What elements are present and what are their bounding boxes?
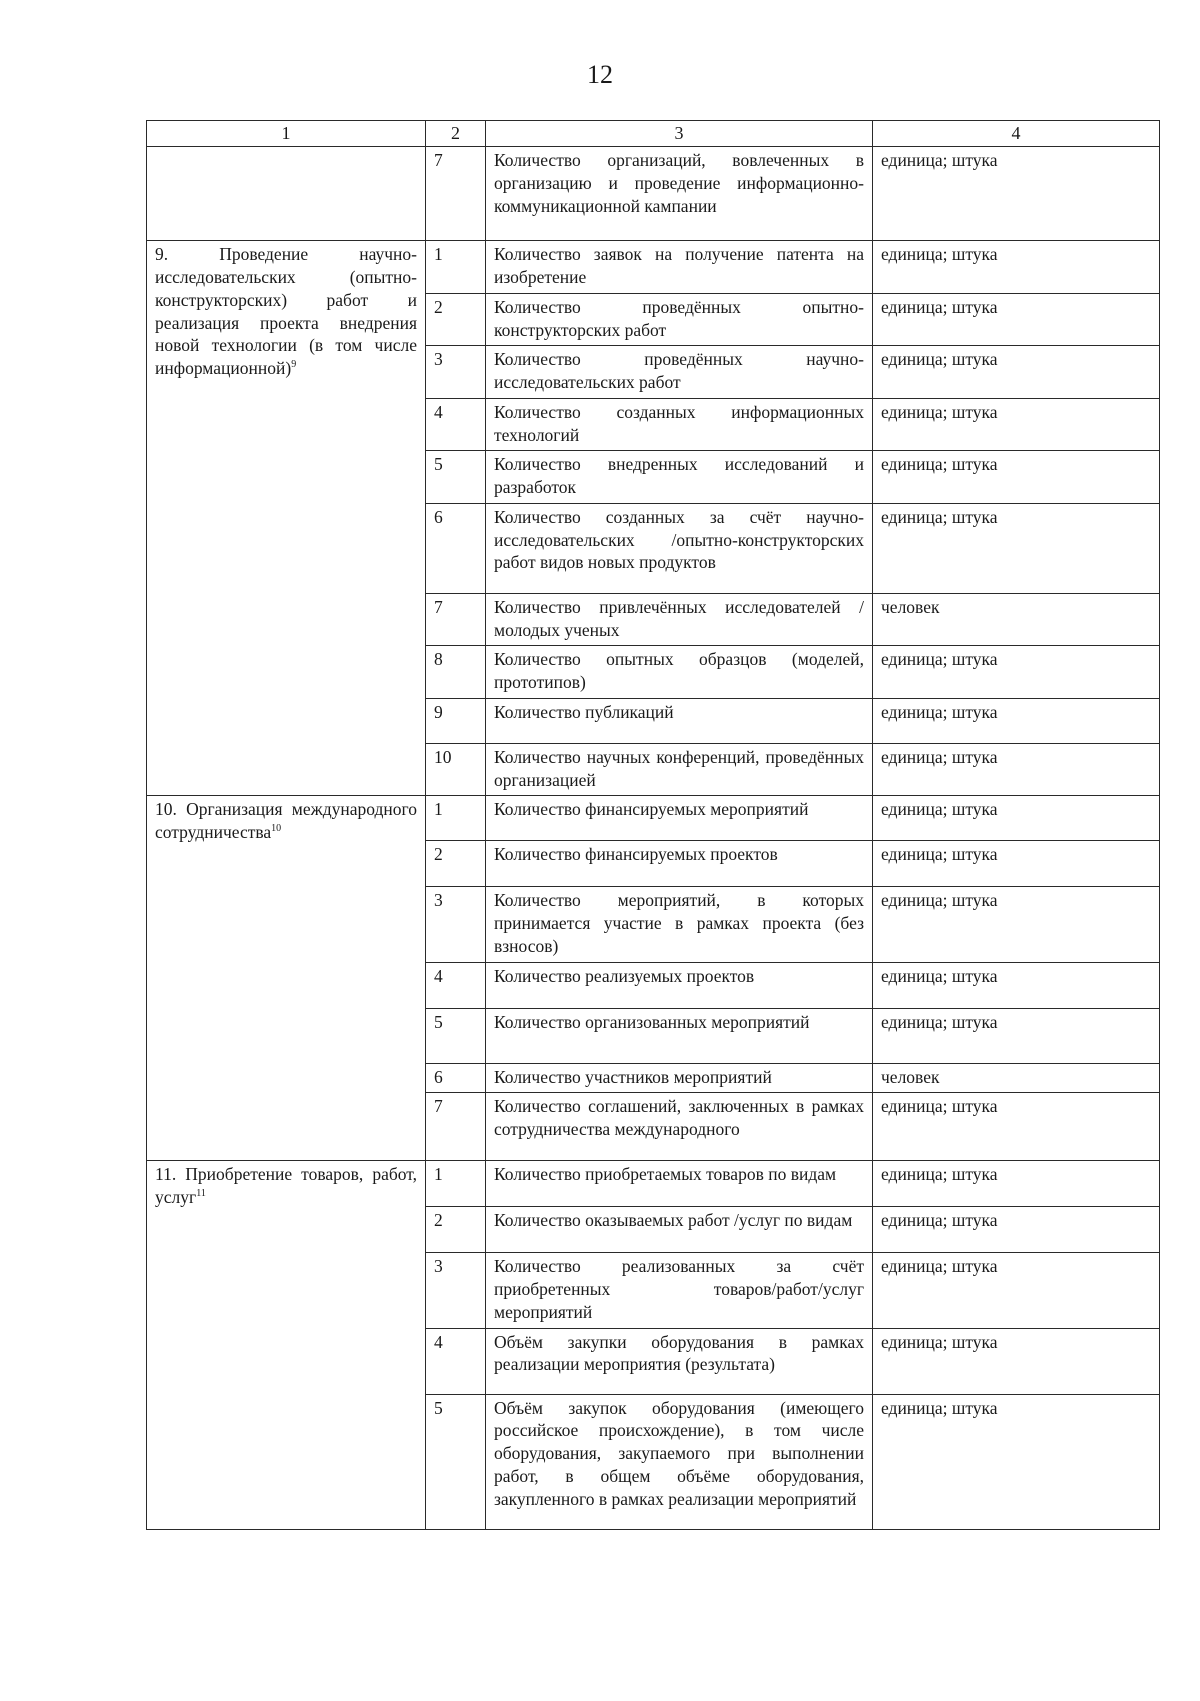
unit-of-measure: единица; штука: [873, 1253, 1160, 1328]
row-number: 7: [426, 1093, 486, 1161]
unit-of-measure: единица; штука: [873, 398, 1160, 451]
indicator-name: Количество участников мероприятий: [486, 1063, 873, 1093]
row-number: 3: [426, 887, 486, 962]
indicators-table: [146, 120, 1160, 1530]
unit-of-measure: единица; штука: [873, 962, 1160, 1008]
unit-of-measure: единица; штука: [873, 293, 1160, 346]
group-title-cell: [147, 796, 426, 1161]
page-number: 12: [587, 60, 613, 89]
table-row: [147, 796, 1160, 841]
table-row: [147, 241, 1160, 294]
unit-of-measure: единица; штука: [873, 1207, 1160, 1253]
unit-of-measure: единица; штука: [873, 646, 1160, 699]
indicator-name: Количество реализуемых проектов: [486, 962, 873, 1008]
indicator-name: Количество финансируемых проектов: [486, 841, 873, 887]
column-header-2: 2: [426, 121, 486, 147]
footnote-marker: 11: [196, 1188, 206, 1200]
indicator-name: Количество организаций, вовлеченных в организацию и проведение информационно-коммуникационной кампании: [486, 147, 873, 241]
indicator-name: Количество научных конференций, проведённых организацией: [486, 743, 873, 796]
unit-of-measure: единица; штука: [873, 147, 1160, 241]
row-number: 5: [426, 1394, 486, 1529]
row-number: 5: [426, 451, 486, 504]
unit-of-measure: единица; штука: [873, 451, 1160, 504]
row-number: 2: [426, 841, 486, 887]
row-number: 9: [426, 698, 486, 743]
row-number: 5: [426, 1008, 486, 1063]
table-row: [147, 1161, 1160, 1207]
footnote-marker: 9: [291, 359, 297, 371]
unit-of-measure: единица; штука: [873, 887, 1160, 962]
footnote-marker: 10: [271, 823, 282, 835]
indicator-name: Количество привлечённых исследователей / молодых ученых: [486, 593, 873, 646]
unit-of-measure: единица; штука: [873, 743, 1160, 796]
row-number: 1: [426, 796, 486, 841]
row-number: 7: [426, 147, 486, 241]
indicator-name: Количество созданных за счёт научно-исследовательских /опытно-конструкторских работ видов новых продуктов: [486, 503, 873, 593]
unit-of-measure: единица; штука: [873, 241, 1160, 294]
indicator-name: Количество проведённых опытно-конструкторских работ: [486, 293, 873, 346]
group-title: 9. Проведение научно-исследовательских (опытно-конструкторских) работ и реализация проекта внедрения новой технологии (в том числе информационной): [155, 244, 417, 379]
indicator-name: Количество финансируемых мероприятий: [486, 796, 873, 841]
unit-of-measure: единица; штука: [873, 1328, 1160, 1394]
indicator-name: Количество публикаций: [486, 698, 873, 743]
indicator-name: Количество мероприятий, в которых принимается участие в рамках проекта (без взносов): [486, 887, 873, 962]
group-title: 10. Организация международного сотрудничества: [155, 799, 417, 843]
table-row: [147, 147, 1160, 241]
row-number: 6: [426, 1063, 486, 1093]
row-number: 3: [426, 346, 486, 399]
indicator-name: Количество опытных образцов (моделей, прототипов): [486, 646, 873, 699]
unit-of-measure: человек: [873, 593, 1160, 646]
column-header-3: 3: [486, 121, 873, 147]
unit-of-measure: единица; штука: [873, 841, 1160, 887]
indicator-name: Количество организованных мероприятий: [486, 1008, 873, 1063]
unit-of-measure: единица; штука: [873, 1161, 1160, 1207]
indicator-name: Количество соглашений, заключенных в рамках сотрудничества международного: [486, 1093, 873, 1161]
row-number: 1: [426, 1161, 486, 1207]
indicator-name: Объём закупок оборудования (имеющего российское происхождение), в том числе оборудования, закупаемого при выполнении работ, в общем объёме оборудования, закупленного в рамках реализации мероприятий: [486, 1394, 873, 1529]
indicator-name: Количество заявок на получение патента на изобретение: [486, 241, 873, 294]
unit-of-measure: единица; штука: [873, 698, 1160, 743]
unit-of-measure: единица; штука: [873, 503, 1160, 593]
indicator-name: Количество внедренных исследований и разработок: [486, 451, 873, 504]
group-title-cell: [147, 1161, 426, 1529]
unit-of-measure: единица; штука: [873, 1008, 1160, 1063]
column-header-4: 4: [873, 121, 1160, 147]
column-header-row: [147, 121, 1160, 147]
indicator-name: Количество приобретаемых товаров по видам: [486, 1161, 873, 1207]
row-number: 3: [426, 1253, 486, 1328]
unit-of-measure: человек: [873, 1063, 1160, 1093]
row-number: 8: [426, 646, 486, 699]
unit-of-measure: единица; штука: [873, 796, 1160, 841]
row-number: 2: [426, 1207, 486, 1253]
row-number: 4: [426, 962, 486, 1008]
indicator-name: Количество созданных информационных технологий: [486, 398, 873, 451]
row-number: 7: [426, 593, 486, 646]
indicator-name: Количество проведённых научно-исследовательских работ: [486, 346, 873, 399]
indicator-name: Объём закупки оборудования в рамках реализации мероприятия (результата): [486, 1328, 873, 1394]
group-cell-empty: [147, 147, 426, 241]
row-number: 6: [426, 503, 486, 593]
row-number: 4: [426, 1328, 486, 1394]
row-number: 4: [426, 398, 486, 451]
group-title: 11. Приобретение товаров, работ, услуг: [155, 1164, 417, 1208]
table-body: [147, 147, 1160, 1529]
row-number: 1: [426, 241, 486, 294]
group-title-cell: [147, 241, 426, 796]
row-number: 2: [426, 293, 486, 346]
unit-of-measure: единица; штука: [873, 1394, 1160, 1529]
indicator-name: Количество оказываемых работ /услуг по видам: [486, 1207, 873, 1253]
unit-of-measure: единица; штука: [873, 1093, 1160, 1161]
row-number: 10: [426, 743, 486, 796]
unit-of-measure: единица; штука: [873, 346, 1160, 399]
column-header-1: 1: [147, 121, 426, 147]
indicator-name: Количество реализованных за счёт приобретенных товаров/работ/услуг мероприятий: [486, 1253, 873, 1328]
